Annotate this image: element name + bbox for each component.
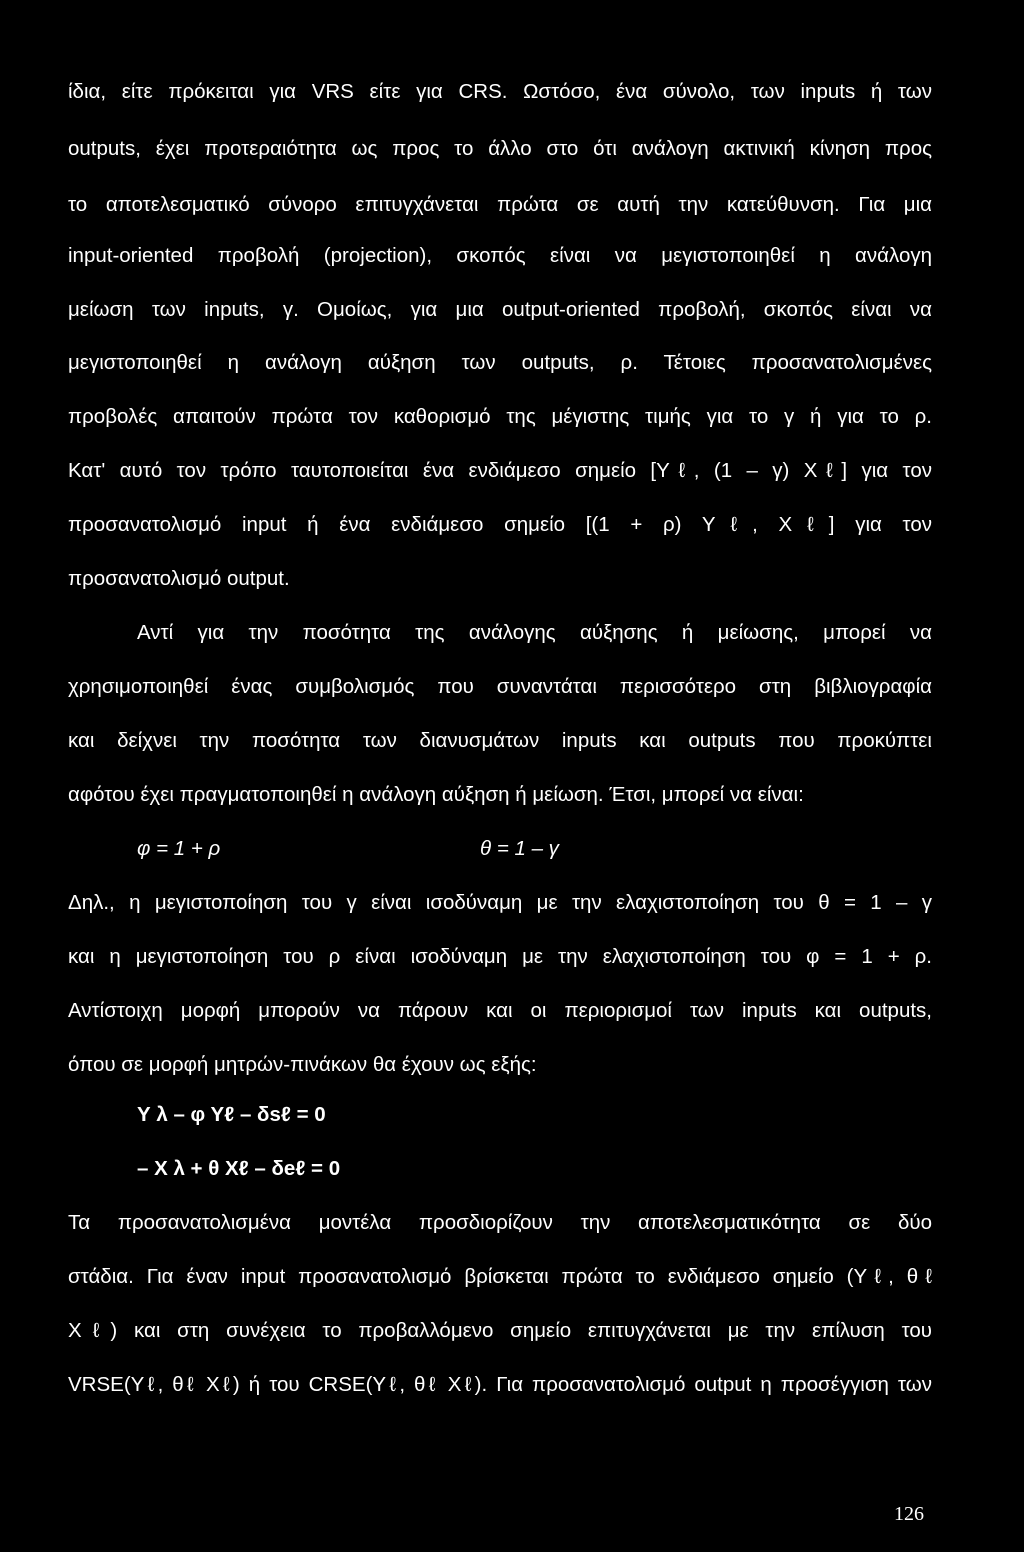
- text-line: και δείχνει την ποσότητα των διανυσμάτων inputs και outputs που προκύπτει: [68, 729, 932, 752]
- text-line: όπου σε μορφή μητρών-πινάκων θα έχουν ως εξής:: [68, 1053, 537, 1076]
- page-number: 126: [894, 1503, 924, 1525]
- text-line: προσανατολισμό output.: [68, 567, 290, 590]
- text-line: αφότου έχει πραγματοποιηθεί η ανάλογη αύξηση ή μείωση. Έτσι, μπορεί να είναι:: [68, 783, 804, 806]
- text-line: μείωση των inputs, γ. Ομοίως, για μια output-oriented προβολή, σκοπός είναι να: [68, 298, 932, 321]
- text-line: VRSE(Υℓ, θℓ Χℓ) ή του CRSE(Υℓ, θℓ Χℓ). Για προσανατολισμό output η προσέγγιση των: [68, 1373, 932, 1396]
- text-line: προβολές απαιτούν πρώτα τον καθορισμό της μέγιστης τιμής για το γ ή για το ρ.: [68, 405, 932, 428]
- text-line: input-oriented προβολή (projection), σκοπός είναι να μεγιστοποιηθεί η ανάλογη: [68, 244, 932, 267]
- equation-theta: θ = 1 – γ: [480, 837, 559, 860]
- text-line: Χℓ) και στη συνέχεια το προβαλλόμενο σημείο επιτυγχάνεται με την επίλυση του: [68, 1319, 932, 1342]
- text-line: Αντί για την ποσότητα της ανάλογης αύξησης ή μείωσης, μπορεί να: [137, 621, 932, 644]
- equation-phi: φ = 1 + ρ: [137, 837, 221, 860]
- constraint-inputs: – Χ λ + θ Χℓ – δeℓ = 0: [137, 1157, 341, 1180]
- constraint-outputs: Υ λ – φ Υℓ – δsℓ = 0: [137, 1103, 326, 1126]
- text-line: μεγιστοποιηθεί η ανάλογη αύξηση των outputs, ρ. Τέτοιες προσανατολισμένες: [68, 351, 932, 374]
- text-line: το αποτελεσματικό σύνορο επιτυγχάνεται πρώτα σε αυτή την κατεύθυνση. Για μια: [68, 193, 932, 216]
- text-line: και η μεγιστοποίηση του ρ είναι ισοδύναμη με την ελαχιστοποίηση του φ = 1 + ρ.: [68, 945, 932, 968]
- text-line: Τα προσανατολισμένα μοντέλα προσδιορίζουν την αποτελεσματικότητα σε δύο: [68, 1211, 932, 1234]
- text-line: χρησιμοποιηθεί ένας συμβολισμός που συναντάται περισσότερο στη βιβλιογραφία: [68, 675, 932, 698]
- text-line: προσανατολισμό input ή ένα ενδιάμεσο σημείο [(1 + ρ) Υℓ, Χℓ] για τον: [68, 513, 932, 536]
- text-line: Δηλ., η μεγιστοποίηση του γ είναι ισοδύναμη με την ελαχιστοποίηση του θ = 1 – γ: [68, 891, 932, 914]
- text-line: Κατ' αυτό τον τρόπο ταυτοποιείται ένα ενδιάμεσο σημείο [Υℓ, (1 – γ) Χℓ] για τον: [68, 459, 932, 482]
- text-line: ίδια, είτε πρόκειται για VRS είτε για CRS. Ωστόσο, ένα σύνολο, των inputs ή των: [68, 80, 932, 103]
- text-line: Αντίστοιχη μορφή μπορούν να πάρουν και οι περιορισμοί των inputs και outputs,: [68, 999, 932, 1022]
- text-line: στάδια. Για έναν input προσανατολισμό βρίσκεται πρώτα το ενδιάμεσο σημείο (Υℓ, θℓ: [68, 1265, 932, 1288]
- text-line: outputs, έχει προτεραιότητα ως προς το άλλο στο ότι ανάλογη ακτινική κίνηση προς: [68, 137, 932, 160]
